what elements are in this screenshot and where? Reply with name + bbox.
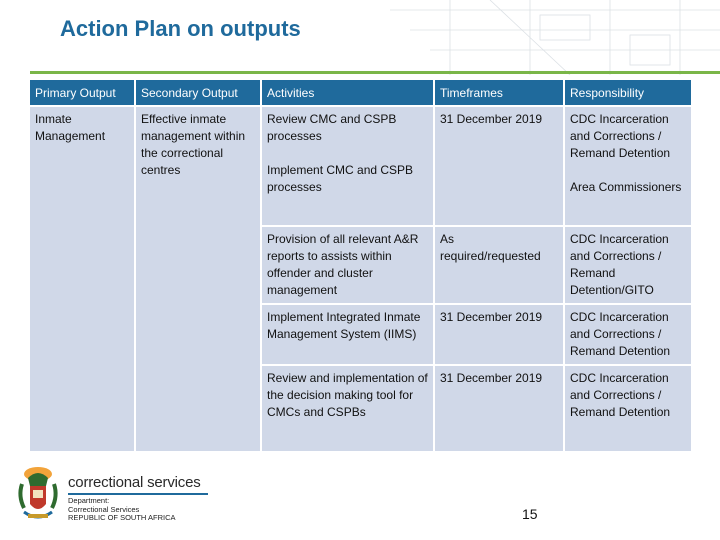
org-name: correctional services xyxy=(68,474,201,491)
header-activities: Activities xyxy=(261,80,434,106)
title-underline xyxy=(30,71,720,74)
table-row xyxy=(30,106,691,226)
header-responsibility: Responsibility xyxy=(564,80,691,106)
dept-line: Department: xyxy=(68,496,110,505)
responsibility-text: CDC Incarceration and Corrections / Remand Detention xyxy=(570,112,671,160)
blueprint-background xyxy=(390,0,720,75)
header-primary-output: Primary Output xyxy=(30,80,135,106)
cell-responsibility: CDC Incarceration and Corrections / Remand Detention xyxy=(564,304,691,365)
cell-timeframe: As required/requested xyxy=(434,226,564,304)
header-timeframes: Timeframes xyxy=(434,80,564,106)
cell-timeframe: 31 December 2019 xyxy=(434,365,564,451)
header-secondary-output: Secondary Output xyxy=(135,80,261,106)
table-header-row xyxy=(30,80,691,106)
cell-timeframe: 31 December 2019 xyxy=(434,304,564,365)
responsibility-text: Area Commissioners xyxy=(570,180,682,194)
dept-line: Correctional Services xyxy=(68,504,140,514)
cell-responsibility: CDC Incarceration and Corrections / Remand Detention xyxy=(564,365,691,451)
dept-line: REPUBLIC OF SOUTH AFRICA xyxy=(68,513,176,522)
action-plan-table xyxy=(30,80,691,451)
cell-activity: Implement Integrated Inmate Management System (IIMS) xyxy=(261,304,434,365)
department-lines xyxy=(68,497,176,523)
org-name-underline xyxy=(68,493,208,495)
activity-text: Implement CMC and CSPB processes xyxy=(267,163,414,194)
cell-responsibility: CDC Incarceration and Corrections / Remand Detention/GITO xyxy=(564,226,691,304)
cell-activity: Provision of all relevant A&R reports to assists within offender and cluster management xyxy=(261,226,434,304)
page-title: Action Plan on outputs xyxy=(60,16,301,41)
cell-activity xyxy=(261,106,434,226)
cell-secondary-output: Effective inmate management within the correctional centres xyxy=(135,106,261,451)
cell-activity: Review and implementation of the decision making tool for CMCs and CSPBs xyxy=(261,365,434,451)
page-number: 15 xyxy=(522,506,538,522)
cell-responsibility xyxy=(564,106,691,226)
activity-text: Review CMC and CSPB processes xyxy=(267,112,397,143)
cell-timeframe: 31 December 2019 xyxy=(434,106,564,226)
cell-primary-output: Inmate Management xyxy=(30,106,135,451)
